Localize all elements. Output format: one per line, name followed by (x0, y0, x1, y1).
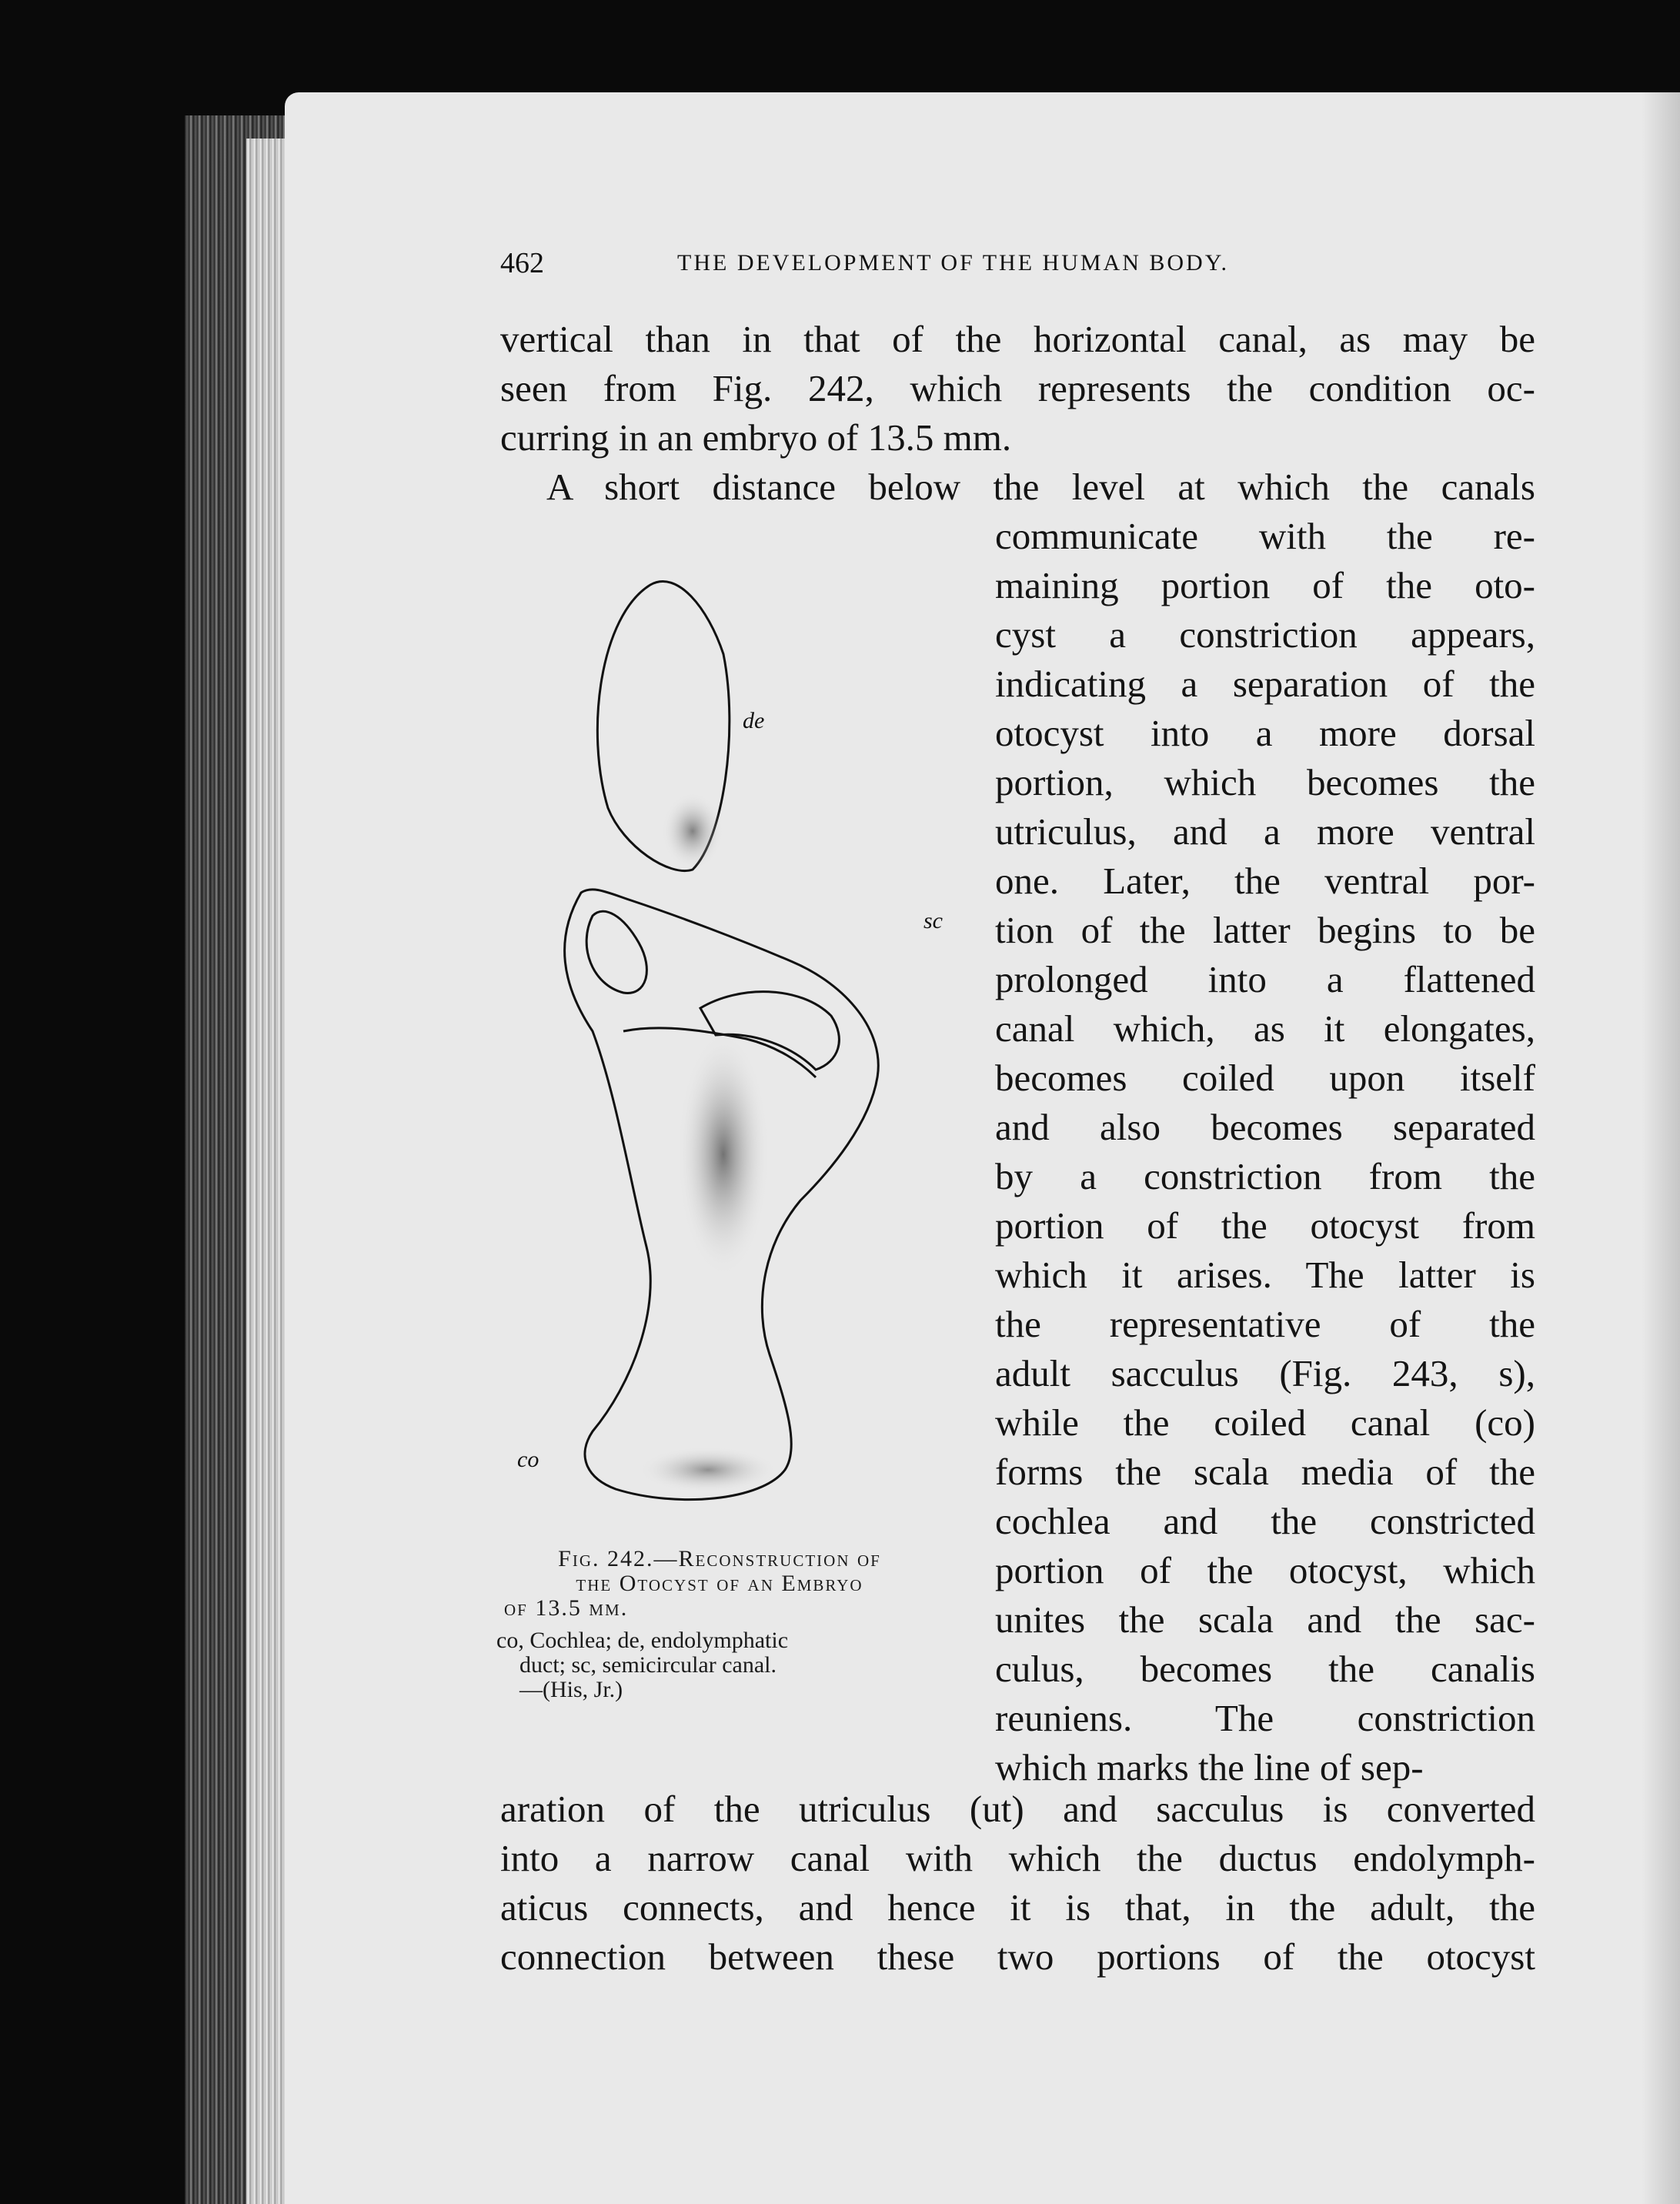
otocyst-drawing (508, 554, 985, 1539)
text-line: which it arises. The latter is (995, 1254, 1535, 1296)
text-line: portion of the otocyst, which (995, 1549, 1535, 1591)
caption-title-line: the Otocyst of an Embryo (576, 1571, 863, 1596)
text-line: A short distance below the level at which the canals (546, 466, 1535, 508)
text-line: forms the scala media of the (995, 1451, 1535, 1493)
text-line: culus, becomes the canalis (995, 1648, 1535, 1690)
text-line: portion of the otocyst from (995, 1204, 1535, 1247)
text-line: communicate with the re- (995, 515, 1535, 557)
text-line: tion of the latter begins to be (995, 909, 1535, 951)
text-line: aticus connects, and hence it is that, in the adult, the (500, 1886, 1535, 1928)
text-line: adult sacculus (Fig. 243, s), (995, 1352, 1535, 1394)
text-line: reuniens. The constriction (995, 1697, 1535, 1739)
text-line: while the coiled canal (co) (995, 1401, 1535, 1444)
text-line: unites the scala and the sac- (995, 1598, 1535, 1641)
figure-242-otocyst (508, 554, 985, 1539)
text-line: indicating a separation of the (995, 663, 1535, 705)
caption-legend (496, 1628, 943, 1702)
text-line: and also becomes separated (995, 1106, 1535, 1148)
label-sc: sc (923, 908, 943, 933)
text-line: maining portion of the oto- (995, 564, 1535, 606)
text-line: cochlea and the constricted (995, 1500, 1535, 1542)
caption-title-line: of 13.5 mm. (504, 1595, 629, 1621)
text-line: vertical than in that of the horizontal canal, as may be (500, 318, 1535, 360)
caption-legend-line: —(His, Jr.) (519, 1677, 623, 1702)
text-line: into a narrow canal with which the ductus endolymph- (500, 1837, 1535, 1879)
text-line: connection between these two portions of the otocyst (500, 1935, 1535, 1978)
text-line: portion, which becomes the (995, 761, 1535, 803)
caption-legend-line: duct; sc, semicircular canal. (519, 1652, 777, 1678)
page-number: 462 (500, 247, 544, 279)
text-line: seen from Fig. 242, which represents the condition oc- (500, 367, 1535, 409)
text-line: cyst a constriction appears, (995, 613, 1535, 656)
text-line: by a constriction from the (995, 1155, 1535, 1197)
page-shadow (1642, 92, 1680, 2204)
figure-caption (496, 1547, 943, 1702)
text-line: canal which, as it elongates, (995, 1007, 1535, 1050)
text-line: which marks the line of sep- (995, 1746, 1424, 1788)
text-line: otocyst into a more dorsal (995, 712, 1535, 754)
caption-legend-line: co, Cochlea; de, endolymphatic (496, 1628, 789, 1653)
label-co: co (517, 1447, 539, 1472)
text-line: aration of the utriculus (ut) and sacculus is converted (500, 1788, 1535, 1830)
text-line: one. Later, the ventral por- (995, 860, 1535, 902)
text-line: becomes coiled upon itself (995, 1057, 1535, 1099)
running-title: THE DEVELOPMENT OF THE HUMAN BODY. (677, 250, 1230, 276)
text-line: curring in an embryo of 13.5 mm. (500, 416, 1012, 459)
text-line: utriculus, and a more ventral (995, 810, 1535, 853)
label-de: de (743, 708, 765, 733)
text-line: the representative of the (995, 1303, 1535, 1345)
caption-title-line: Fig. 242.—Reconstruction of (558, 1546, 881, 1571)
text-line: prolonged into a flattened (995, 958, 1535, 1000)
page-header (500, 246, 1385, 285)
